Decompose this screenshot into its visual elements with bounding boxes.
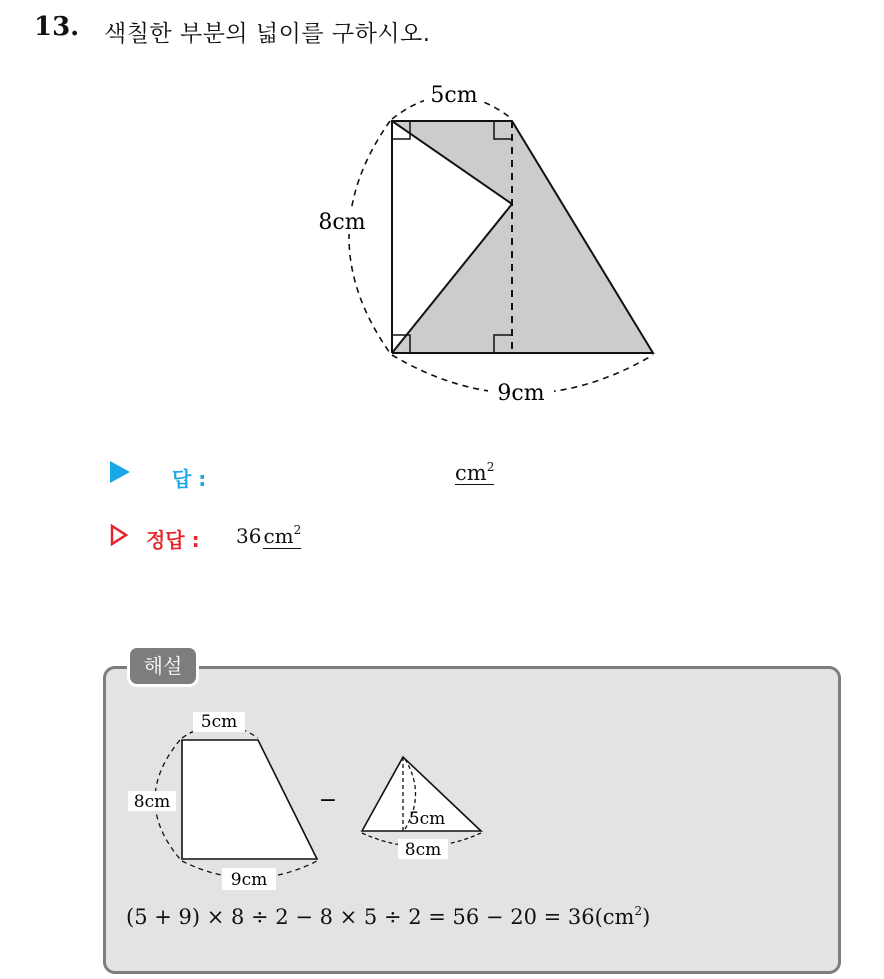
- correct-unit-power: 2: [293, 523, 302, 537]
- solution-figures: [0, 690, 884, 900]
- trapezoid-top-label: 5cm: [200, 712, 238, 732]
- left-dimension-label: 8cm: [318, 210, 366, 235]
- solution-equation: [126, 905, 650, 929]
- question-number: 13.: [34, 12, 80, 42]
- correct-value-number: 36: [236, 524, 262, 548]
- question-text: 색칠한 부분의 넓이를 구하시오.: [104, 21, 431, 47]
- correct-answer-label: 정답 :: [146, 528, 200, 552]
- bottom-dimension-label: 9cm: [497, 381, 545, 406]
- correct-unit-text: cm: [263, 524, 294, 548]
- answer-marker-icon: [110, 461, 130, 483]
- equation-power: 2: [634, 904, 643, 918]
- trapezoid-left-label: 8cm: [133, 792, 171, 812]
- equation-text: (5 + 9) × 8 ÷ 2 − 8 × 5 ÷ 2 = 56 − 20 = 36(cm: [126, 905, 635, 929]
- triangle-base-label: 8cm: [404, 840, 442, 860]
- equation-close: ): [642, 905, 651, 929]
- shaded-region: [392, 121, 653, 353]
- trapezoid-bottom-label: 9cm: [230, 870, 268, 890]
- answer-label: 답 :: [172, 467, 207, 491]
- main-figure: [0, 0, 884, 430]
- triangle-height-label: 5cm: [408, 809, 446, 829]
- correct-value-unit: [263, 524, 301, 549]
- correct-answer-value: [236, 524, 301, 548]
- minus-sign: −: [318, 788, 338, 813]
- left-dimension-arc: [349, 121, 390, 353]
- correct-marker-icon: [110, 524, 128, 546]
- top-dimension-label: 5cm: [430, 83, 478, 108]
- solution-trapezoid: [182, 740, 317, 859]
- answer-unit: [455, 462, 494, 485]
- answer-unit-text: cm: [455, 461, 487, 485]
- solution-tab: 해설: [127, 645, 199, 687]
- answer-unit-power: 2: [486, 460, 495, 474]
